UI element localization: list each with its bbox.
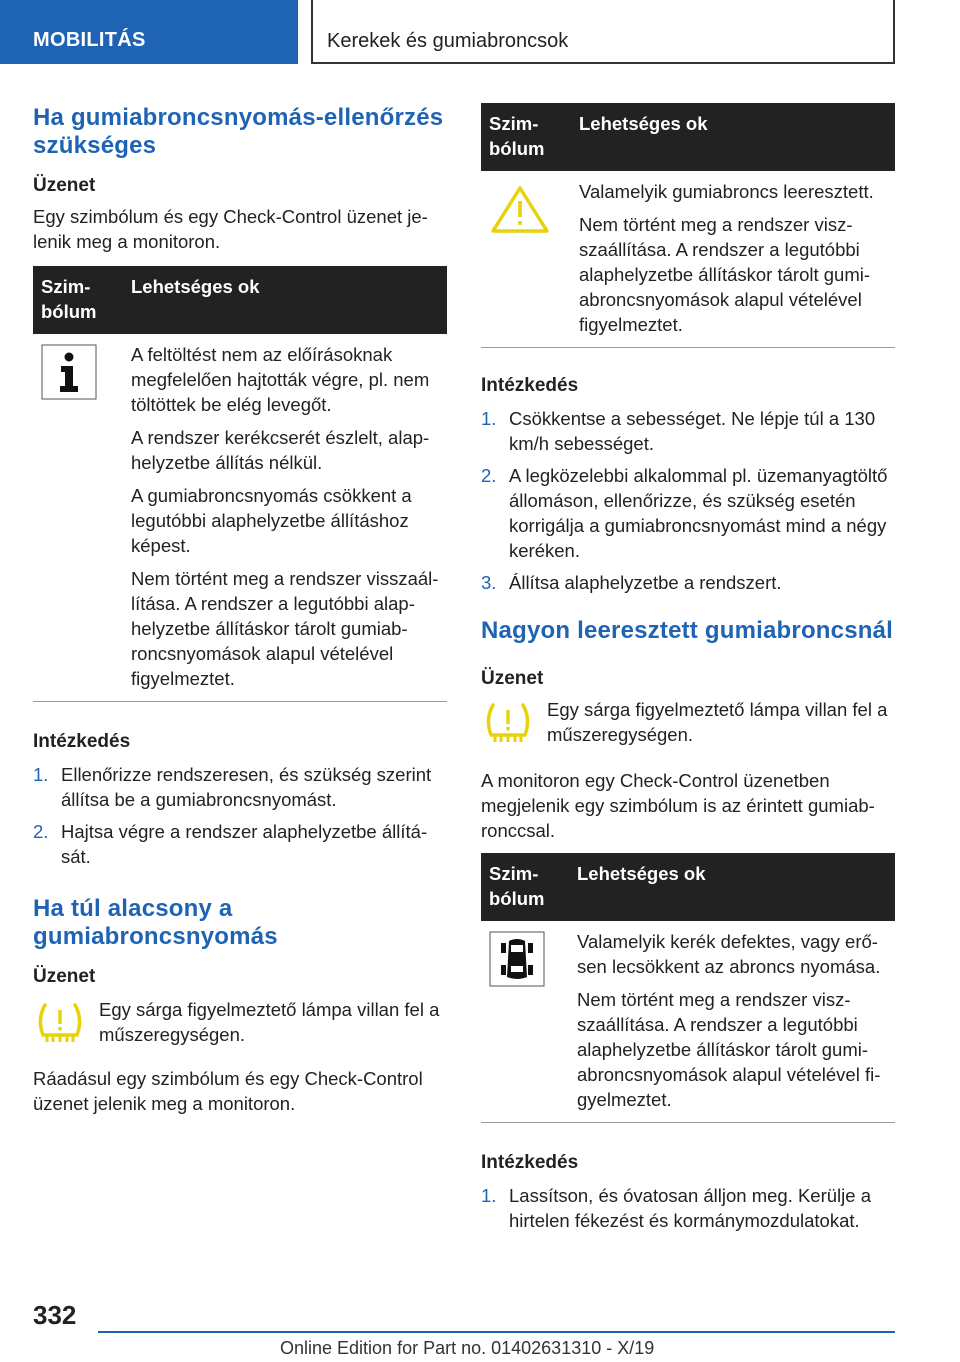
lamp-text: Egy sárga figyelmeztető lámpa villan fel a műszeregységen. — [547, 699, 888, 745]
step-number: 1. — [481, 1185, 497, 1206]
lamp-icon-wrap — [33, 997, 99, 1054]
cause-text: Valamelyik kerék defektes, vagy erősen lecsökkent az abroncs nyomása. — [577, 931, 881, 977]
warning-triangle-icon — [489, 183, 551, 235]
symbol-cell — [481, 921, 569, 1123]
cause-text: A feltöltést nem az előírásoknak megfelelően hajtották végre, pl. nem töltöttek be elég levegőt. — [131, 344, 430, 415]
tire-pressure-warning-icon — [33, 1001, 87, 1049]
section-tab — [0, 0, 298, 64]
lamp-text: Egy sárga figyelmeztető lámpa villan fel a műszeregységen. — [99, 999, 440, 1045]
message-heading: Üzenet — [481, 668, 544, 689]
action-steps — [33, 762, 447, 869]
table-header-row — [33, 266, 447, 334]
warning-lamp-row — [33, 997, 447, 1054]
table-header-row — [481, 103, 895, 171]
table-header-symbol: Szimbólum — [33, 266, 123, 334]
cause-text: A rendszer kerékcserét észlelt, alaphelyzetbe állítás nélkül. — [131, 427, 430, 473]
action-heading: Intézkedés — [481, 375, 579, 396]
cause-cell — [123, 334, 447, 702]
tire-pressure-warning-icon — [481, 701, 535, 749]
table-row — [481, 921, 895, 1123]
list-item — [481, 406, 895, 456]
list-item — [481, 570, 895, 595]
symbol-cell — [33, 334, 123, 702]
page-number: 332 — [33, 1300, 77, 1330]
step-text: A legközelebbi alkalommal pl. üzemanyagtöltő állomáson, ellenőrizze, és szükség esetén korrigálja a gumiabroncsnyomást mind a négy keréken. — [509, 465, 888, 561]
symbol-cell — [481, 171, 571, 348]
table-header-cause: Lehetséges ok — [571, 103, 895, 171]
section-title: Ha túl alacsony a gumiabroncsnyomás — [33, 895, 278, 950]
cause-text: Nem történt meg a rendszer viszszaállítása. A rendszer a legutóbbi alaphelyzetbe állításkor tárolt gumiabroncsnyomások alapul vételével figyelmeztet. — [579, 214, 871, 335]
chapter-label: Kerekek és gumiabroncsok — [327, 30, 569, 52]
left-column — [33, 100, 447, 1116]
list-item — [33, 762, 447, 812]
list-item — [481, 1183, 895, 1233]
extra-text: Ráadásul egy szimbólum és egy Check-Control üzenet jelenik meg a monitoron. — [33, 1068, 423, 1114]
step-text: Állítsa alaphelyzetbe a rendszert. — [509, 572, 782, 593]
list-item — [33, 819, 447, 869]
cause-table — [33, 266, 447, 702]
section-label: MOBILITÁS — [33, 29, 146, 51]
lamp-icon-wrap — [481, 697, 547, 754]
extra-text: A monitoron egy Check-Control üzenetben megjelenik egy szimbólum is az érintett gumiabronccsal. — [481, 770, 875, 841]
right-column — [481, 103, 895, 1240]
info-icon — [41, 344, 97, 400]
action-steps — [481, 1183, 895, 1233]
action-steps — [481, 406, 895, 595]
step-number: 2. — [33, 821, 49, 842]
cause-cell — [571, 171, 895, 348]
step-number: 1. — [481, 408, 497, 429]
section-title: Nagyon leeresztett gumiabroncsnál — [481, 617, 894, 644]
step-text: Hajtsa végre a rendszer alaphelyzetbe állítását. — [61, 821, 428, 867]
step-number: 2. — [481, 465, 497, 486]
table-header-symbol: Szimbólum — [481, 853, 569, 921]
car-tire-status-icon — [489, 931, 545, 987]
cause-table — [481, 853, 895, 1123]
section-title: Ha gumiabroncsnyomás-ellenőrzés szükséges — [33, 104, 444, 159]
action-heading: Intézkedés — [481, 1152, 579, 1173]
step-text: Csökkentse a sebességet. Ne lépje túl a 130 km/h sebességet. — [509, 408, 876, 454]
list-item — [481, 463, 895, 563]
step-number: 1. — [33, 764, 49, 785]
table-header-cause: Lehetséges ok — [123, 266, 447, 334]
cause-text: Valamelyik gumiabroncs leeresztett. — [579, 181, 874, 202]
table-header-row — [481, 853, 895, 921]
table-row — [33, 334, 447, 702]
message-heading: Üzenet — [33, 175, 96, 196]
table-header-symbol: Szimbólum — [481, 103, 571, 171]
warning-lamp-row — [481, 697, 895, 754]
message-heading: Üzenet — [33, 966, 96, 987]
action-heading: Intézkedés — [33, 731, 131, 752]
cause-text: Nem történt meg a rendszer viszszaállítása. A rendszer a legutóbbi alaphelyzetbe állításkor tárolt gumiabroncsnyomások alapul vételével figyelmeztet. — [577, 989, 881, 1110]
cause-text: A gumiabroncsnyomás csökkent a legutóbbi alaphelyzetbe állításhoz képest. — [131, 485, 412, 556]
message-text: Egy szimbólum és egy Check-Control üzenet jelenik meg a monitoron. — [33, 206, 428, 252]
cause-cell — [569, 921, 895, 1123]
step-number: 3. — [481, 572, 497, 593]
table-header-cause: Lehetséges ok — [569, 853, 895, 921]
step-text: Lassítson, és óvatosan álljon meg. Kerülje a hirtelen fékezést és kormánymozdulatokat. — [509, 1185, 871, 1231]
cause-text: Nem történt meg a rendszer visszaállítása. A rendszer a legutóbbi alaphelyzetbe állításkor tárolt gumiabroncsnyomások alapul vételével figyelmeztet. — [131, 568, 439, 689]
table-row — [481, 171, 895, 348]
step-text: Ellenőrizze rendszeresen, és szükség szerint állítsa be a gumiabroncsnyomást. — [61, 764, 432, 810]
footer-divider — [98, 1331, 895, 1333]
edition-note: Online Edition for Part no. 01402631310 - X/19 — [280, 1338, 655, 1358]
cause-table — [481, 103, 895, 348]
chapter-tab — [311, 0, 895, 64]
